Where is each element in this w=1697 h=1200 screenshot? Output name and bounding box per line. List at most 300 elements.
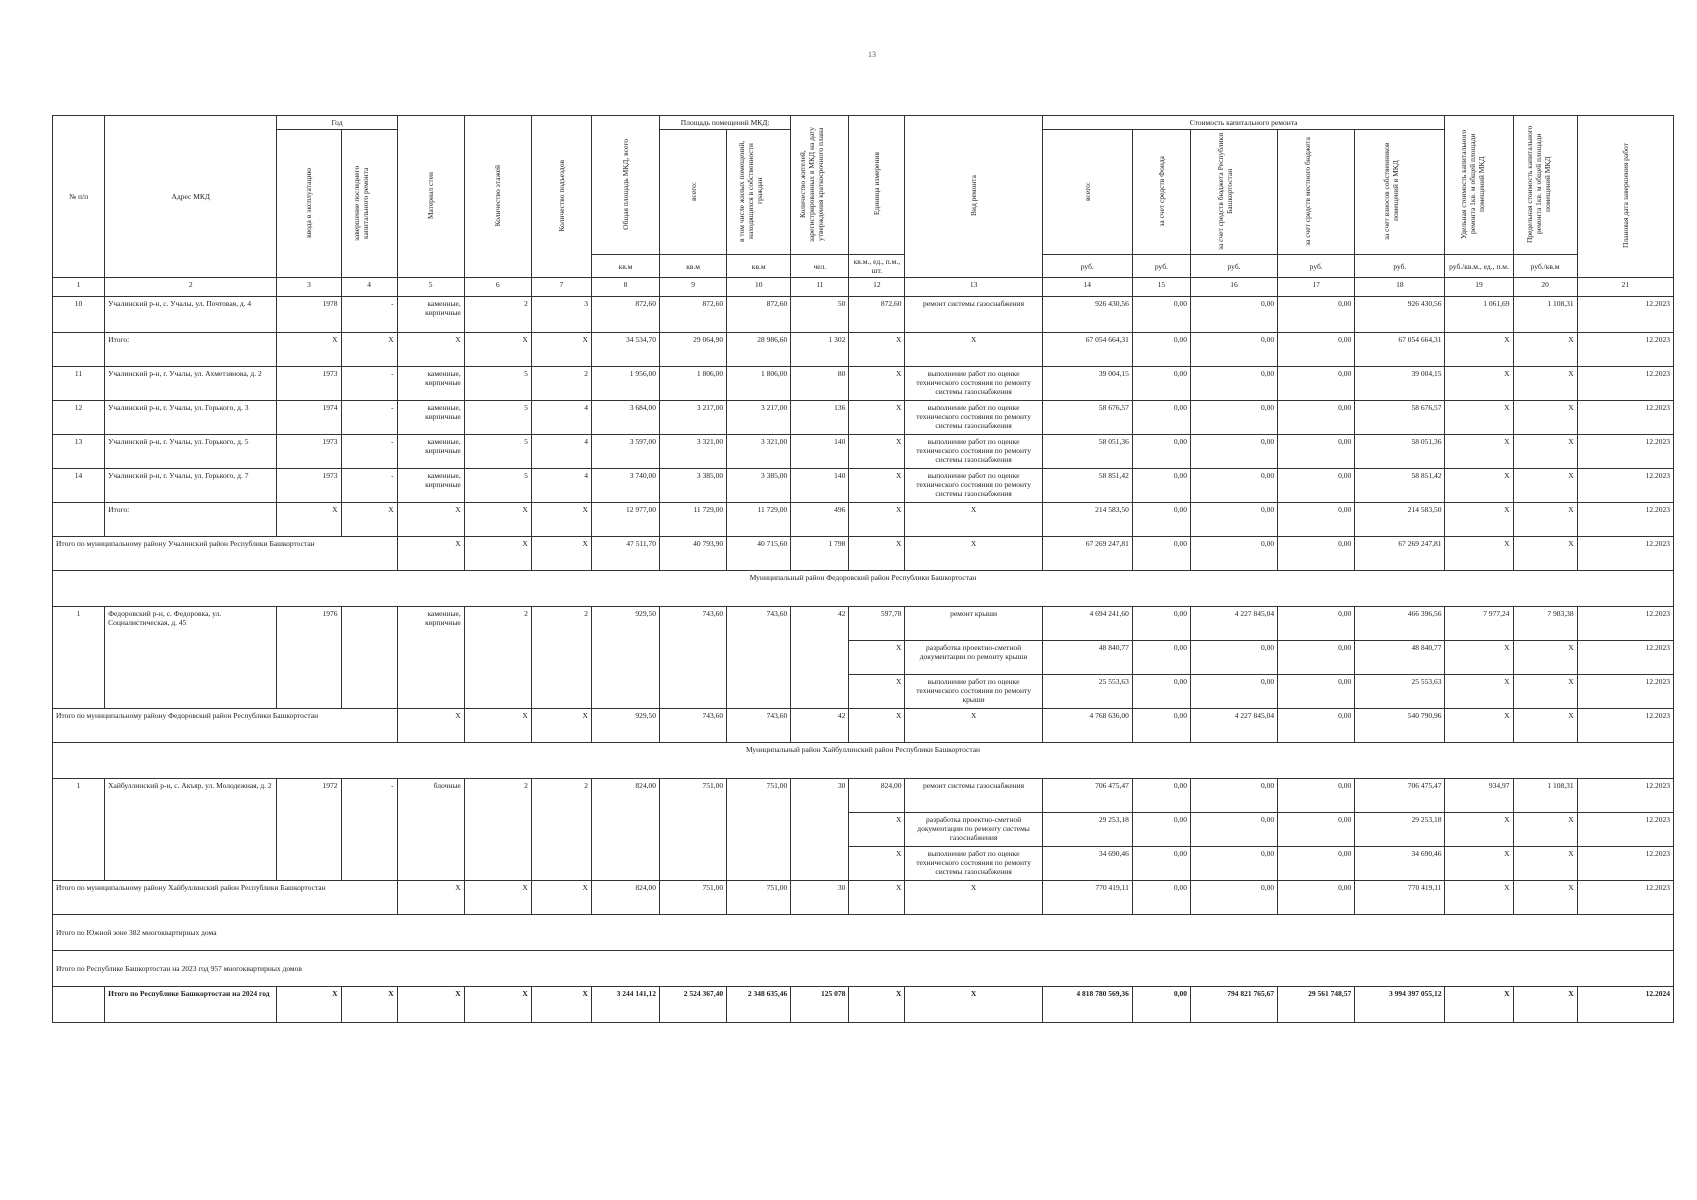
table-cell: 0,00 [1278,333,1355,367]
unit-unit-cost: руб./кв.м., ед., п.м. [1445,255,1513,278]
table-cell: 12.2023 [1577,881,1673,915]
table-cell: 0,00 [1190,435,1277,469]
table-cell: 10 [53,297,105,333]
table-cell: 824,00 [849,779,905,813]
table-cell: X [1445,709,1513,743]
table-cell: 13 [53,435,105,469]
table-cell: ремонт системы газоснабжения [905,779,1042,813]
table-cell: 934,97 [1445,779,1513,813]
table-cell: X [905,881,1042,915]
table-cell: 1 108,31 [1513,779,1577,813]
table-cell: 12.2023 [1577,641,1673,675]
col-cost-republic: за счет средств бюджета Республики Башкортостан [1190,130,1277,255]
table-cell: 872,60 [660,297,727,333]
table-cell: 0,00 [1278,641,1355,675]
table-cell: 0,00 [1190,297,1277,333]
table-cell: 751,00 [660,779,727,881]
col-cost-total: всего: [1042,130,1132,255]
table-cell: 50 [791,297,849,333]
table-cell: 496 [791,503,849,537]
index-cell: 18 [1355,278,1445,297]
table-cell: X [277,987,341,1023]
unit-cost-republic: руб. [1190,255,1277,278]
table-cell: 25 553,63 [1355,675,1445,709]
table-cell: 0,00 [1278,469,1355,503]
table-cell: 67 269 247,81 [1355,537,1445,571]
col-deadline: Плановая дата завершения работ [1577,116,1673,278]
table-cell: 0,00 [1278,607,1355,641]
table-cell: 1 798 [791,537,849,571]
table-row [53,779,1674,813]
table-cell: X [1445,435,1513,469]
table-cell: 136 [791,401,849,435]
table-row [53,297,1674,333]
table-cell: 4 768 636,00 [1042,709,1132,743]
col-repair-type: Вид ремонта [905,116,1042,278]
table-cell: 2 [464,607,531,709]
table-cell: X [397,987,464,1023]
table-cell: 3 321,00 [660,435,727,469]
zone-total-row [53,915,1674,951]
table-cell: 42 [791,607,849,709]
table-cell: X [1445,881,1513,915]
table-cell: 751,00 [660,881,727,915]
table-cell: разработка проектно-сметной документации по ремонту крыши [905,641,1042,675]
table-cell: 58 851,42 [1355,469,1445,503]
table-cell: 0,00 [1132,881,1190,915]
page-number: 13 [868,50,876,59]
index-cell: 7 [531,278,591,297]
table-cell: - [341,469,397,503]
table-cell: 872,60 [727,297,791,333]
unit-total-area: кв.м [591,255,659,278]
table-cell: 0,00 [1132,469,1190,503]
section-row [53,571,1674,607]
table-cell: X [905,709,1042,743]
table-cell: 743,60 [727,607,791,709]
index-cell: 15 [1132,278,1190,297]
table-cell: X [849,881,905,915]
table-cell: 25 553,63 [1042,675,1132,709]
table-row [53,367,1674,401]
table-cell: 12.2023 [1577,503,1673,537]
table-cell: 1978 [277,297,341,333]
col-address: Адрес МКД [105,116,277,278]
table-cell: 4 [531,469,591,503]
table-cell: 30 [791,881,849,915]
table-cell: X [341,333,397,367]
table-cell: X [1445,401,1513,435]
table-cell: X [464,503,531,537]
index-cell: 12 [849,278,905,297]
table-cell: 597,78 [849,607,905,641]
table-cell: 2 348 635,46 [727,987,791,1023]
table-cell: 29 064,90 [660,333,727,367]
table-cell: X [531,709,591,743]
table-cell: X [1445,333,1513,367]
section-title-khaibullinsky: Муниципальный район Хайбуллинский район Республики Башкортостан [53,743,1674,779]
table-cell: 0,00 [1190,401,1277,435]
table-cell: 0,00 [1132,987,1190,1023]
table-cell: 0,00 [1132,675,1190,709]
table-cell: каменные, кирпичные [397,435,464,469]
table-cell: 40 715,60 [727,537,791,571]
table-cell: Учалинский р-н, г. Учалы, ул. Горького, д. 5 [105,435,277,469]
table-cell: 12.2023 [1577,813,1673,847]
table-cell: 58 851,42 [1042,469,1132,503]
table-cell: 0,00 [1190,813,1277,847]
table-cell: Учалинский р-н, г. Учалы, ул. Горького, д. 7 [105,469,277,503]
table-cell: 2 [531,367,591,401]
table-cell: 11 [53,367,105,401]
table-cell: 3 217,00 [727,401,791,435]
col-unit-cost: Удельная стоимость капитального ремонта 1кв. м общей площади помещений МКД [1445,116,1513,255]
table-cell: X [849,987,905,1023]
table-cell: 29 253,18 [1042,813,1132,847]
table-cell: 0,00 [1132,847,1190,881]
table-cell: 0,00 [1278,881,1355,915]
table-cell: X [341,987,397,1023]
table-cell: X [1513,987,1577,1023]
table-cell: X [1445,847,1513,881]
subtotal-row [53,333,1674,367]
table-cell: 0,00 [1190,847,1277,881]
table-cell: 0,00 [1132,779,1190,813]
table-row [53,469,1674,503]
table-cell: 34 690,46 [1355,847,1445,881]
table-cell: 39 004,15 [1355,367,1445,401]
index-cell: 21 [1577,278,1673,297]
table-cell: 1 806,00 [727,367,791,401]
table-cell: 39 004,15 [1042,367,1132,401]
table-cell: X [397,333,464,367]
table-cell: X [1513,367,1577,401]
table-cell: 29 561 748,57 [1278,987,1355,1023]
table-cell: 214 583,50 [1355,503,1445,537]
col-floors: Количество этажей [464,116,531,278]
table-cell: 1 302 [791,333,849,367]
table-cell: X [1513,503,1577,537]
table-cell: 0,00 [1278,367,1355,401]
table-cell: 140 [791,469,849,503]
table-cell: 11 729,00 [660,503,727,537]
index-cell: 3 [277,278,341,297]
col-cost-owners: за счет взносов собственников помещений в МКД [1355,130,1445,255]
table-cell: - [341,367,397,401]
index-cell: 14 [1042,278,1132,297]
table-cell: Итого: [105,333,277,367]
table-cell: каменные, кирпичные [397,607,464,709]
table-cell: 7 983,38 [1513,607,1577,641]
table-cell: X [1513,333,1577,367]
table-cell: X [1513,675,1577,709]
table-cell: 770 419,11 [1355,881,1445,915]
table-cell: 706 475,47 [1355,779,1445,813]
table-cell: выполнение работ по оценке технического состояния по ремонту системы газоснабжения [905,401,1042,435]
table-cell: ремонт крыши [905,607,1042,641]
table-cell: X [464,987,531,1023]
table-cell: 1 [53,607,105,709]
table-cell: X [1445,503,1513,537]
col-no: № п/п [53,116,105,278]
table-cell: X [849,675,905,709]
table-cell: 12.2023 [1577,537,1673,571]
table-cell: X [849,847,905,881]
table-cell: 40 793,90 [660,537,727,571]
section-row [53,743,1674,779]
table-cell: 14 [53,469,105,503]
table-cell: X [849,469,905,503]
col-premises-total: всего: [660,130,727,255]
table-cell: 0,00 [1190,779,1277,813]
table-cell: 3 321,00 [727,435,791,469]
table-cell: 67 269 247,81 [1042,537,1132,571]
table-cell: X [849,537,905,571]
index-cell: 4 [341,278,397,297]
table-cell: 4 227 845,04 [1190,607,1277,641]
table-cell: X [1513,469,1577,503]
table-cell: Федоровский р-н, с. Федоровка, ул. Социалистическая, д. 45 [105,607,277,709]
table-cell: 824,00 [591,779,659,881]
table-cell: каменные, кирпичные [397,367,464,401]
index-cell: 1 [53,278,105,297]
table-cell: - [341,779,397,881]
table-cell: 28 986,60 [727,333,791,367]
table-cell: 0,00 [1132,813,1190,847]
table-cell: 12.2023 [1577,469,1673,503]
col-year-commission: ввода в эксплуатацию [277,130,341,278]
unit-cost-local: руб. [1278,255,1355,278]
table-cell: X [849,709,905,743]
table-cell: 3 994 397 055,12 [1355,987,1445,1023]
table-cell: разработка проектно-сметной документации по ремонту системы газоснабжения [905,813,1042,847]
table-cell: 3 385,00 [660,469,727,503]
table-cell: блочные [397,779,464,881]
table-cell: - [341,297,397,333]
table-cell: X [1445,641,1513,675]
table-cell: 0,00 [1190,503,1277,537]
table-cell: 0,00 [1190,675,1277,709]
unit-limit-cost: руб./кв.м [1513,255,1577,278]
table-cell: 67 054 664,31 [1355,333,1445,367]
table-cell: X [531,537,591,571]
empty-cell [53,987,105,1023]
table-cell: 466 396,56 [1355,607,1445,641]
table-cell: X [464,333,531,367]
table-cell: 3 740,00 [591,469,659,503]
table-cell: 929,50 [591,607,659,709]
table-cell: каменные, кирпичные [397,401,464,435]
table-cell: X [464,537,531,571]
table-cell: 926 430,56 [1355,297,1445,333]
table-cell: X [1513,435,1577,469]
index-cell: 16 [1190,278,1277,297]
index-cell: 11 [791,278,849,297]
table-cell: 1972 [277,779,341,881]
table-cell: 3 684,00 [591,401,659,435]
table-cell: 743,60 [660,607,727,709]
table-cell: Итого по муниципальному району Учалинский район Республики Башкортостан [53,537,398,571]
table-cell: 1 061,69 [1445,297,1513,333]
table-cell: 34 690,46 [1042,847,1132,881]
table-cell: 214 583,50 [1042,503,1132,537]
table-cell: 0,00 [1132,709,1190,743]
table-row [53,607,1674,641]
table-cell: X [1445,675,1513,709]
table-cell: 2 [464,297,531,333]
table-cell: X [849,401,905,435]
table-cell: 11 729,00 [727,503,791,537]
table-cell: 3 244 141,12 [591,987,659,1023]
table-cell: 872,60 [591,297,659,333]
table-row [53,435,1674,469]
table-cell: 12.2023 [1577,779,1673,813]
index-cell: 13 [905,278,1042,297]
col-cost-local: за счет средств местного бюджета [1278,130,1355,255]
table-cell: 1974 [277,401,341,435]
table-cell: 12.2023 [1577,847,1673,881]
table-cell: 12.2023 [1577,675,1673,709]
unit-premises-owned: кв.м [727,255,791,278]
table-cell: 0,00 [1278,709,1355,743]
table-cell: 4 [531,401,591,435]
table-cell: 0,00 [1132,297,1190,333]
table-cell: X [531,987,591,1023]
table-cell: - [341,435,397,469]
repair-plan-table [52,115,1674,1023]
table-cell: X [849,333,905,367]
table-cell: X [849,503,905,537]
table-cell: 12 977,00 [591,503,659,537]
table-cell: Хайбуллинский р-н, с. Акъяр, ул. Молодежная, д. 2 [105,779,277,881]
table-cell: 0,00 [1190,333,1277,367]
table-cell: 29 253,18 [1355,813,1445,847]
col-unit: Единица измерения [849,116,905,255]
table-cell: 0,00 [1278,435,1355,469]
table-cell: X [1513,641,1577,675]
index-cell: 6 [464,278,531,297]
table-cell: 2 524 367,40 [660,987,727,1023]
table-cell: 12.2023 [1577,367,1673,401]
col-wall-material: Материал стен [397,116,464,278]
district-total-row [53,709,1674,743]
col-cost-fund: за счет средств Фонда [1132,130,1190,255]
table-cell: выполнение работ по оценке технического состояния по ремонту системы газоснабжения [905,847,1042,881]
table-cell: 0,00 [1132,607,1190,641]
table-cell: X [277,333,341,367]
table-cell: 0,00 [1278,847,1355,881]
table-header [53,116,1674,297]
table-cell: X [849,367,905,401]
table-cell: ремонт системы газоснабжения [905,297,1042,333]
index-cell: 20 [1513,278,1577,297]
index-cell: 17 [1278,278,1355,297]
col-limit-cost: Предельная стоимость капитального ремонта 1кв. м общей площади помещений МКД [1513,116,1577,255]
table-cell: Итого по муниципальному району Федоровский район Республики Башкортостан [53,709,398,743]
table-cell: Итого по муниципальному району Хайбуллинский район Республики Башкортостан [53,881,398,915]
table-cell: X [905,537,1042,571]
table-cell: 125 078 [791,987,849,1023]
table-cell: 706 475,47 [1042,779,1132,813]
table-cell: выполнение работ по оценке технического состояния по ремонту системы газоснабжения [905,435,1042,469]
table-cell: Учалинский р-н, с. Учалы, ул. Почтовая, д. 4 [105,297,277,333]
table-cell: 926 430,56 [1042,297,1132,333]
table-cell: 47 511,70 [591,537,659,571]
table-cell: 5 [464,469,531,503]
table-cell: 0,00 [1278,675,1355,709]
empty-cell [53,333,105,367]
table-cell: 794 821 765,67 [1190,987,1277,1023]
table-cell: 0,00 [1278,503,1355,537]
table-cell: 3 217,00 [660,401,727,435]
col-year-last-repair: завершение последнего капитального ремонта [341,130,397,278]
table-cell: 3 597,00 [591,435,659,469]
table-cell: 0,00 [1132,333,1190,367]
republic-2024-row [53,987,1674,1023]
zone-total-label: Итого по Южной зоне 382 многоквартирных дома [53,915,1674,951]
table-cell: 34 534,70 [591,333,659,367]
table-cell: 1973 [277,469,341,503]
table-cell: X [905,333,1042,367]
table-cell: X [464,881,531,915]
table-cell: 48 840,77 [1042,641,1132,675]
index-cell: 9 [660,278,727,297]
table-cell: 12.2024 [1577,987,1673,1023]
table-cell: 58 676,57 [1042,401,1132,435]
table-cell: 12.2023 [1577,435,1673,469]
table-cell: 0,00 [1132,367,1190,401]
table-cell: 540 790,96 [1355,709,1445,743]
table-cell: 743,60 [660,709,727,743]
table-cell: 1 [53,779,105,881]
table-cell: 770 419,11 [1042,881,1132,915]
table-cell: каменные, кирпичные [397,469,464,503]
table-row [53,401,1674,435]
subtotal-row [53,503,1674,537]
col-premises-owned: в том числе жилых помещений, находящихся в собственности граждан [727,130,791,255]
table-cell: X [1445,367,1513,401]
table-cell: 4 694 241,60 [1042,607,1132,641]
unit-cost-owners: руб. [1355,255,1445,278]
table-cell: 4 227 845,04 [1190,709,1277,743]
col-cost-group: Стоимость капитального ремонта [1042,116,1445,130]
table-cell: 0,00 [1132,503,1190,537]
table-cell [341,607,397,709]
table-cell: Учалинский р-н, г. Учалы, ул. Ахметзянова, д. 2 [105,367,277,401]
table-cell: 0,00 [1278,779,1355,813]
table-cell: 4 818 780 569,36 [1042,987,1132,1023]
table-cell: выполнение работ по оценке технического состояния по ремонту системы газоснабжения [905,469,1042,503]
index-cell: 5 [397,278,464,297]
col-year-group: Год [277,116,397,130]
table-cell: 4 [531,435,591,469]
table-cell: X [849,435,905,469]
table-cell: X [1513,847,1577,881]
table-cell: 0,00 [1278,537,1355,571]
table-cell: 751,00 [727,881,791,915]
table-cell: Итого по Республике Башкортостан на 2024 год [105,987,277,1023]
col-entrances: Количество подъездов [531,116,591,278]
table-cell: X [1445,987,1513,1023]
table-cell: выполнение работ по оценке технического состояния по ремонту крыши [905,675,1042,709]
table-cell: 58 051,36 [1042,435,1132,469]
table-cell: 5 [464,367,531,401]
table-cell: 1 806,00 [660,367,727,401]
table-cell: X [1513,881,1577,915]
column-index-row [53,278,1674,297]
table-cell: X [849,813,905,847]
table-cell: 1 108,31 [1513,297,1577,333]
